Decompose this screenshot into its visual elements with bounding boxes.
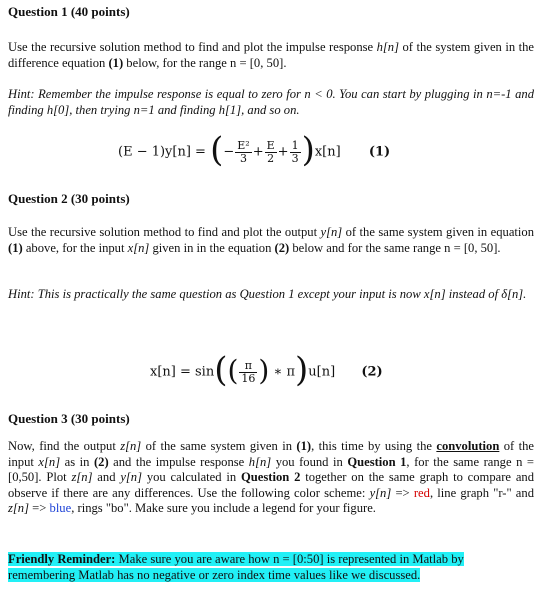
eq1-term2: $\frac{E}{2}$ (266, 138, 275, 165)
eq1-label: (1) (368, 144, 391, 160)
eq2-mid: ∗ π (273, 364, 296, 380)
q3-title: Question 3 (30 points) (8, 411, 130, 426)
q1-hint: Hint: Remember the impulse response is equal to zero for n < 0. You can start by plugging in n=-1 and finding h[0], then trying n=1 and finding h[1], and so on. (8, 87, 534, 117)
eq2-lhs: x[n] = sin (150, 364, 215, 380)
q1-hn: h[n] (376, 40, 400, 54)
q1-eq-ref: (1) (108, 55, 124, 70)
q3-body: Now, find the output z[n] of the same system given in (1), this time by using the convolution of the input x[n] as in (2) and the impulse response h[n] you found in Question 1, for the same range n = [0,50]. Plot z[n] and y[n] you calculated in Question 2 together on the same graph to compare and observe if there are any differences. Use the following color scheme: y[n] => red, line graph "r-" and z[n] => blue, rings "bo". Make sure you include a legend for your figure. (8, 439, 535, 515)
q1-body-c: below, for the range n = [0, 50]. (123, 55, 287, 70)
eq1-neg: − (223, 144, 235, 160)
eq1-plus1: + (252, 144, 264, 160)
eq1-term3: $\frac{1}{3}$ (291, 138, 299, 165)
red-color-word: red (413, 485, 430, 500)
convolution-term: convolution (436, 439, 500, 453)
eq1-plus2: + (277, 144, 289, 160)
eq1-open-paren: ( (210, 130, 224, 170)
reminder-label: Friendly Reminder: (8, 552, 116, 566)
eq2-frac: $\frac{\pi}{16}$ (241, 358, 256, 385)
q2-body: Use the recursive solution method to find and plot the output y[n] of the same system given in equation (1) above, for the input x[n] given in in the equation (2) below and for the same range n = [0, 50]. (8, 225, 534, 255)
eq1-rhs-tail: x[n] (314, 144, 341, 160)
q1-body-b: of the system given in the difference equation (8, 40, 534, 70)
equation-1 (118, 132, 390, 172)
q2-title: Question 2 (30 points) (8, 191, 130, 206)
q1-title: Question 1 (40 points) (8, 4, 130, 19)
reminder-text: Make sure you are aware how n = [0:50] is represented in Matlab by remembering Matlab has no negative or zero index time values like we discussed. (8, 552, 464, 582)
equation-2: x[n] = sin(( $\frac{\pi}{16}$ ) ∗ π)u[n] (2) (150, 350, 383, 390)
reminder-highlight (8, 552, 464, 582)
q1-body (8, 40, 534, 71)
eq2-tail: u[n] (308, 364, 336, 380)
blue-color-word: blue (49, 501, 72, 515)
eq1-close-paren: ) (301, 130, 315, 170)
q1-body-a: Use the recursive solution method to find and plot the impulse response (8, 40, 377, 54)
eq1-lhs: (E − 1)y[n] = (118, 144, 206, 160)
eq2-label: (2) (361, 364, 383, 380)
eq1-term1: $\frac{\text{E²}}{3}$ (237, 138, 250, 165)
q2-hint: Hint: This is practically the same question as Question 1 except your input is now x[n] instead of δ[n]. (8, 287, 527, 301)
friendly-reminder (8, 552, 534, 583)
